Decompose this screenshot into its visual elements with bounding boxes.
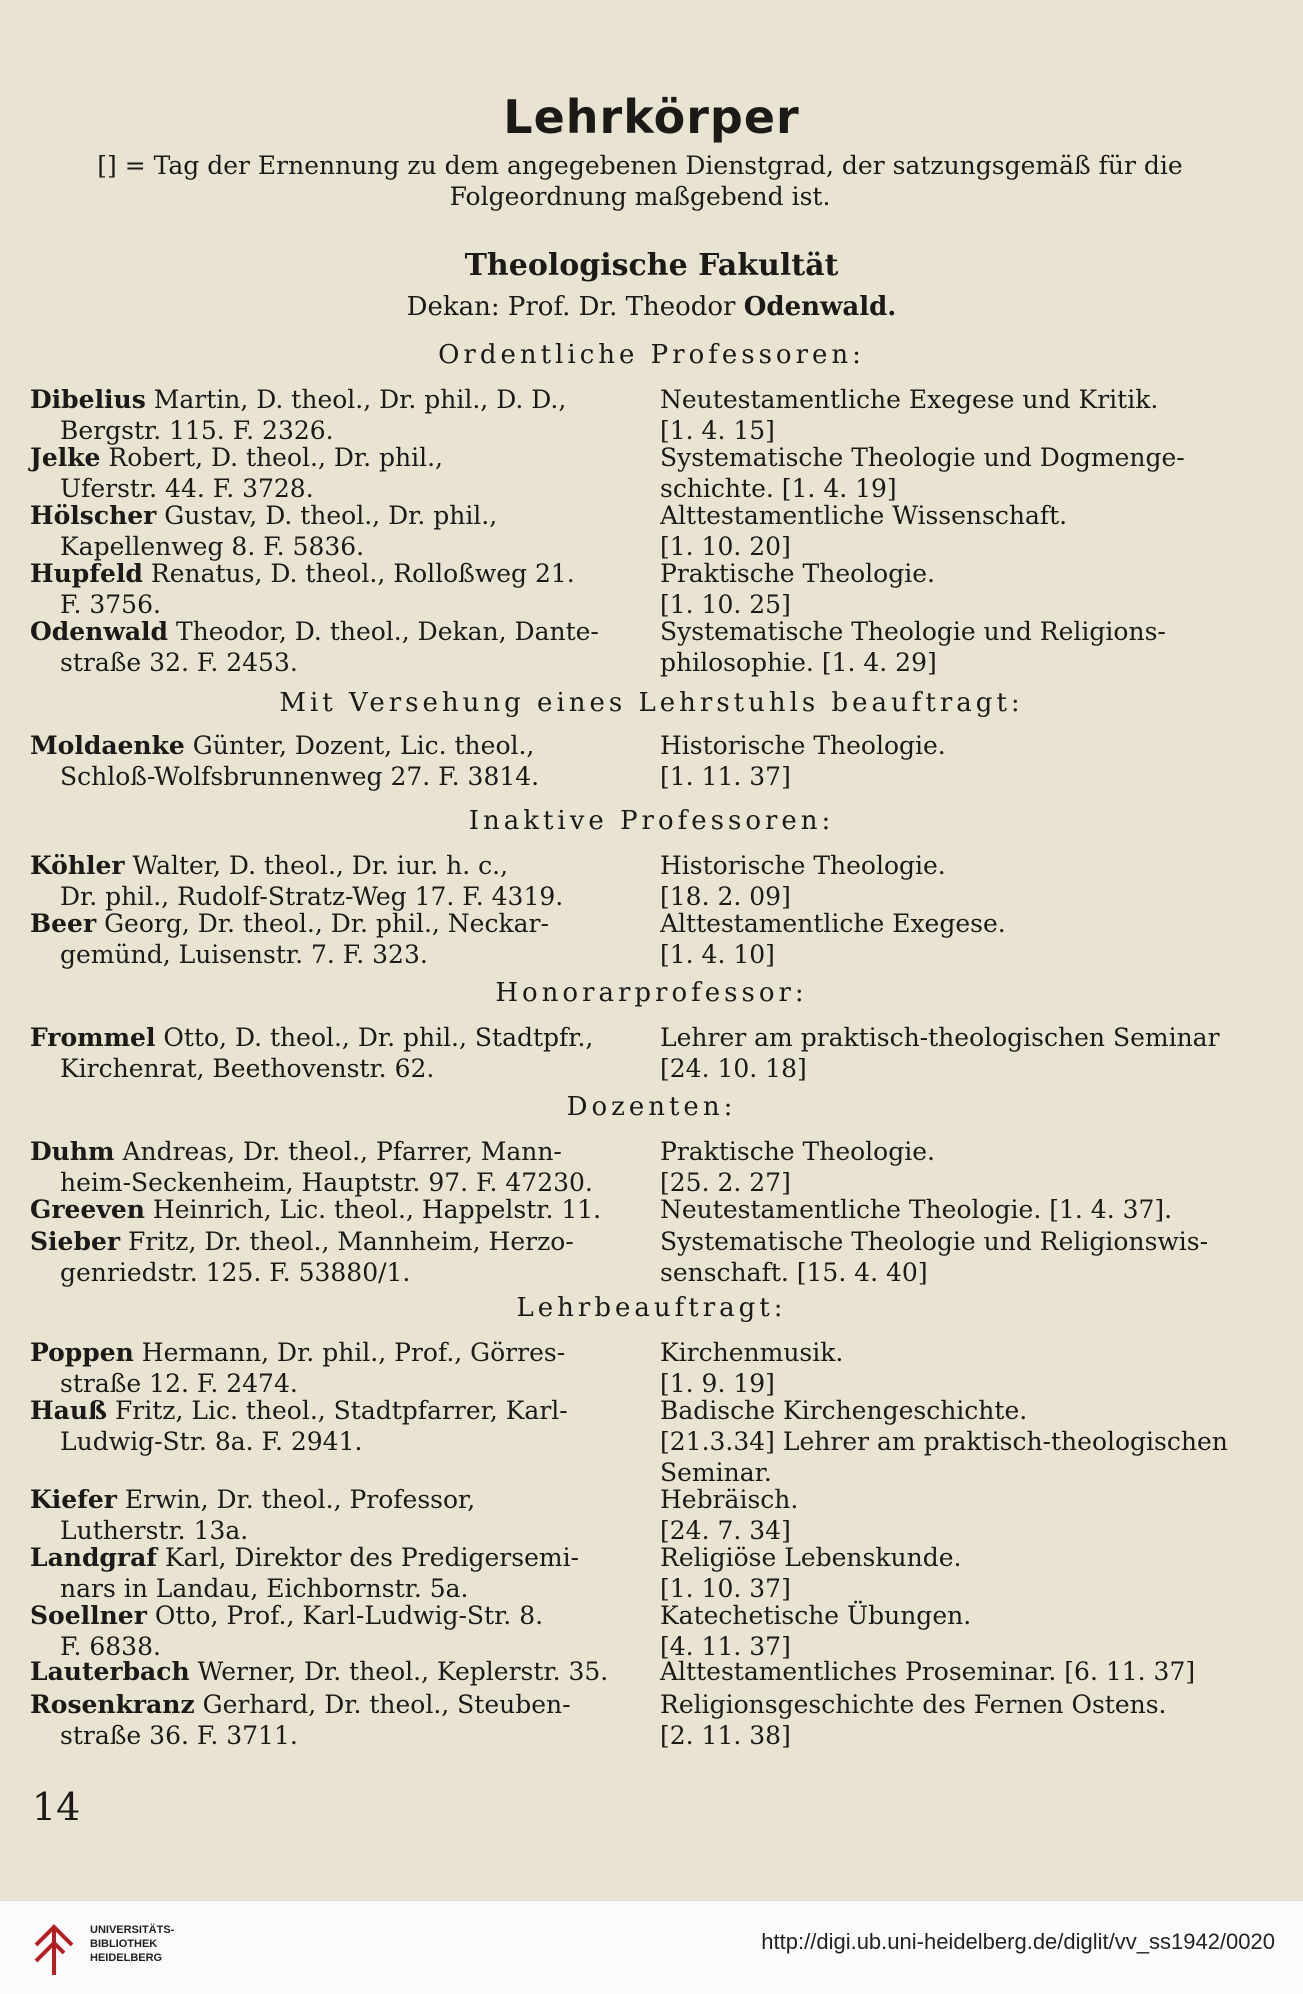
entry-subject	[660, 1022, 1275, 1084]
entry-details: Erwin, Dr. theol., Professor,	[116, 1485, 476, 1514]
section-heading: Ordentliche Professoren:	[438, 340, 865, 370]
entry-person	[30, 442, 645, 504]
entry-person	[30, 1226, 645, 1288]
entry-person	[30, 1689, 645, 1751]
entry-subject-line: Hebräisch.	[660, 1485, 799, 1514]
entry-person	[30, 1022, 645, 1084]
entry-subject-line: [1. 4. 10]	[660, 940, 775, 969]
entry-subject	[660, 1226, 1275, 1288]
entry-address: nars in Landau, Eichbornstr. 5a.	[60, 1574, 469, 1603]
entry-details: Gustav, D. theol., Dr. phil.,	[156, 501, 498, 530]
entry-subject	[660, 442, 1275, 504]
entry-subject-line: Praktische Theologie.	[660, 559, 935, 588]
ub-heidelberg-logo-icon[interactable]	[30, 1915, 78, 1977]
entry-surname: Duhm	[30, 1137, 115, 1166]
entry-surname: Sieber	[30, 1227, 121, 1256]
entry-person	[30, 616, 645, 678]
entry-person	[30, 850, 645, 912]
entry-details: Georg, Dr. theol., Dr. phil., Neckar-	[96, 909, 549, 938]
entry-details: Fritz, Lic. theol., Stadtpfarrer, Karl-	[107, 1396, 568, 1425]
entry-subject-line: Historische Theologie.	[660, 731, 946, 760]
entry-subject-line: [1. 10. 20]	[660, 532, 791, 561]
entry-details: Renatus, D. theol., Rolloßweg 21.	[142, 559, 575, 588]
entry-surname: Hauß	[30, 1396, 107, 1425]
entry-person	[30, 558, 645, 620]
entry-subject-line: [24. 10. 18]	[660, 1054, 807, 1083]
entry-subject-line: [21.3.34] Lehrer am praktisch-theologischen	[660, 1427, 1228, 1456]
entry-subject-line: Badische Kirchengeschichte.	[660, 1396, 1028, 1425]
entry-subject-line: [4. 11. 37]	[660, 1632, 791, 1661]
entry-surname: Hölscher	[30, 501, 157, 530]
entry-subject	[660, 1542, 1275, 1604]
entry-subject	[660, 1689, 1275, 1751]
entry-details: Hermann, Dr. phil., Prof., Görres-	[133, 1338, 566, 1367]
entry-address: Bergstr. 115. F. 2326.	[60, 416, 334, 445]
entry-subject-line: [25. 2. 27]	[660, 1168, 791, 1197]
faculty-title: Theologische Fakultät	[464, 248, 839, 283]
entry-person	[30, 384, 645, 446]
library-name[interactable]: UNIVERSITÄTS- BIBLIOTHEK HEIDELBERG	[90, 1924, 175, 1964]
entry-details: Walter, D. theol., Dr. iur. h. c.,	[124, 851, 509, 880]
entry-subject	[660, 1395, 1275, 1488]
entry-surname: Frommel	[30, 1023, 156, 1052]
entry-details: Andreas, Dr. theol., Pfarrer, Mann-	[114, 1137, 562, 1166]
entry-subject	[660, 616, 1275, 678]
entry-surname: Landgraf	[30, 1543, 158, 1572]
entry-subject-line: [1. 11. 37]	[660, 762, 791, 791]
entry-details: Otto, D. theol., Dr. phil., Stadtpfr.,	[155, 1023, 594, 1052]
entry-surname: Köhler	[30, 851, 125, 880]
entry-subject-line: Katechetische Übungen.	[660, 1601, 972, 1630]
entry-address: gemünd, Luisenstr. 7. F. 323.	[60, 940, 428, 969]
entry-address: F. 3756.	[60, 590, 161, 619]
entry-subject-line: [1. 4. 15]	[660, 416, 775, 445]
section-heading: Mit Versehung eines Lehrstuhls beauftragt:	[279, 688, 1024, 718]
section-heading: Dozenten:	[566, 1092, 737, 1122]
entry-details: Martin, D. theol., Dr. phil., D. D.,	[145, 385, 567, 414]
entry-subject	[660, 384, 1275, 446]
entry-details: Heinrich, Lic. theol., Happelstr. 11.	[144, 1195, 602, 1224]
entry-address: F. 6838.	[60, 1632, 161, 1661]
entry-subject-line: Alttestamentliche Exegese.	[660, 909, 1006, 938]
entry-details: Theodor, D. theol., Dekan, Dante-	[168, 617, 599, 646]
entry-subject-line: Systematische Theologie und Religionswis-	[660, 1227, 1209, 1256]
entry-person	[30, 1136, 645, 1198]
entry-subject-line: [1. 10. 37]	[660, 1574, 791, 1603]
entry-address: Uferstr. 44. F. 3728.	[60, 474, 314, 503]
entry-subject-line: Seminar.	[660, 1458, 772, 1487]
entry-person	[30, 1656, 645, 1687]
entry-person	[30, 1484, 645, 1546]
entry-surname: Jelke	[30, 443, 101, 472]
entry-subject-line: Systematische Theologie und Dogmenge-	[660, 443, 1185, 472]
source-url[interactable]: http://digi.ub.uni-heidelberg.de/diglit/vv_ss1942/0020	[761, 1929, 1275, 1954]
entry-person	[30, 1194, 645, 1225]
entry-address: genriedstr. 125. F. 53880/1.	[60, 1258, 411, 1287]
entry-subject-line: Alttestamentliche Wissenschaft.	[660, 501, 1068, 530]
entry-details: Werner, Dr. theol., Keplerstr. 35.	[189, 1657, 609, 1686]
entry-subject	[660, 1656, 1275, 1687]
entry-address: Dr. phil., Rudolf-Stratz-Weg 17. F. 4319.	[60, 882, 564, 911]
entry-subject-line: Lehrer am praktisch-theologischen Seminar	[660, 1023, 1220, 1052]
entry-subject-line: Alttestamentliches Proseminar. [6. 11. 37]	[660, 1657, 1196, 1686]
entry-details: Otto, Prof., Karl-Ludwig-Str. 8.	[146, 1601, 544, 1630]
entry-subject	[660, 1337, 1275, 1399]
dean-line: Dekan: Prof. Dr. Theodor Odenwald.	[406, 292, 897, 322]
entry-surname: Moldaenke	[30, 731, 185, 760]
entry-subject-line: Religionsgeschichte des Fernen Ostens.	[660, 1690, 1167, 1719]
entry-subject	[660, 1600, 1275, 1662]
entry-surname: Greeven	[30, 1195, 145, 1224]
entry-details: Robert, D. theol., Dr. phil.,	[100, 443, 443, 472]
entry-address: straße 36. F. 3711.	[60, 1721, 298, 1750]
entry-subject	[660, 908, 1275, 970]
entry-surname: Lauterbach	[30, 1657, 190, 1686]
entry-subject-line: [1. 10. 25]	[660, 590, 791, 619]
entry-subject-line: Neutestamentliche Theologie. [1. 4. 37].	[660, 1195, 1173, 1224]
entry-surname: Rosenkranz	[30, 1690, 195, 1719]
entry-details: Fritz, Dr. theol., Mannheim, Herzo-	[120, 1227, 574, 1256]
entry-address: Kirchenrat, Beethovenstr. 62.	[60, 1054, 435, 1083]
entry-person	[30, 1395, 645, 1457]
entry-subject	[660, 730, 1275, 792]
entry-subject	[660, 500, 1275, 562]
entry-surname: Poppen	[30, 1338, 134, 1367]
entry-subject-line: [2. 11. 38]	[660, 1721, 791, 1750]
entry-subject-line: Praktische Theologie.	[660, 1137, 935, 1166]
section-heading: Inaktive Professoren:	[468, 806, 835, 836]
entry-surname: Dibelius	[30, 385, 146, 414]
entry-person	[30, 500, 645, 562]
entry-surname: Soellner	[30, 1601, 147, 1630]
entry-subject-line: Kirchenmusik.	[660, 1338, 844, 1367]
entry-subject-line: Systematische Theologie und Religions-	[660, 617, 1166, 646]
entry-subject	[660, 558, 1275, 620]
entry-subject	[660, 1136, 1275, 1198]
entry-subject-line: senschaft. [15. 4. 40]	[660, 1258, 928, 1287]
entry-surname: Kiefer	[30, 1485, 117, 1514]
entry-surname: Beer	[30, 909, 97, 938]
entry-address: Ludwig-Str. 8a. F. 2941.	[60, 1427, 363, 1456]
entry-surname: Odenwald	[30, 617, 169, 646]
entry-subject-line: Historische Theologie.	[660, 851, 946, 880]
entry-person	[30, 1337, 645, 1399]
entry-person	[30, 908, 645, 970]
entry-address: Schloß-Wolfsbrunnenweg 27. F. 3814.	[60, 762, 540, 791]
entry-surname: Hupfeld	[30, 559, 143, 588]
entry-person	[30, 1600, 645, 1662]
entry-address: Lutherstr. 13a.	[60, 1516, 249, 1545]
entry-details: Karl, Direktor des Predigersemi-	[157, 1543, 580, 1572]
legend: [] = Tag der Ernennung zu dem angegebenen Dienstgrad, der satzungsgemäß für die Folgeordnung maßgebend ist.	[97, 151, 1183, 211]
entry-details: Günter, Dozent, Lic. theol.,	[184, 731, 535, 760]
entry-address: straße 32. F. 2453.	[60, 648, 298, 677]
page-title: Lehrkörper	[503, 90, 800, 144]
entry-person	[30, 730, 645, 792]
entry-subject-line: [1. 9. 19]	[660, 1369, 775, 1398]
entry-subject-line: [24. 7. 34]	[660, 1516, 791, 1545]
entry-subject	[660, 1194, 1275, 1225]
footer-bar	[0, 1900, 1303, 1994]
entry-subject-line: [18. 2. 09]	[660, 882, 791, 911]
entry-subject	[660, 850, 1275, 912]
page-number: 14	[32, 1785, 81, 1829]
section-heading: Honorarprofessor:	[495, 978, 808, 1008]
entry-address: heim-Seckenheim, Hauptstr. 97. F. 47230.	[60, 1168, 593, 1197]
entry-subject-line: Neutestamentliche Exegese und Kritik.	[660, 385, 1159, 414]
entry-address: Kapellenweg 8. F. 5836.	[60, 532, 365, 561]
entry-subject-line: schichte. [1. 4. 19]	[660, 474, 897, 503]
section-heading: Lehrbeauftragt:	[516, 1293, 787, 1323]
entry-address: straße 12. F. 2474.	[60, 1369, 298, 1398]
entry-person	[30, 1542, 645, 1604]
entry-subject-line: philosophie. [1. 4. 29]	[660, 648, 937, 677]
entry-subject-line: Religiöse Lebenskunde.	[660, 1543, 962, 1572]
entry-subject	[660, 1484, 1275, 1546]
entry-details: Gerhard, Dr. theol., Steuben-	[194, 1690, 571, 1719]
